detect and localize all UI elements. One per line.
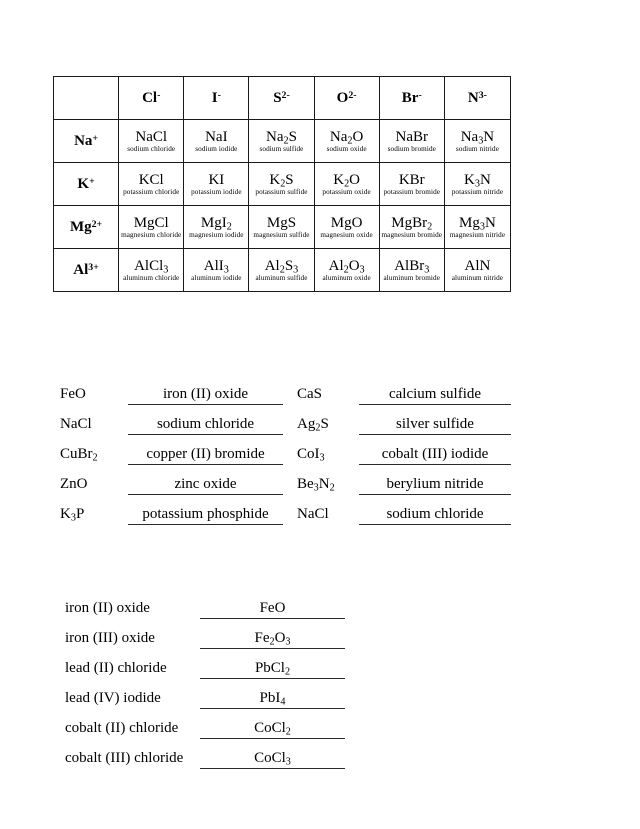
- ion-table-row: [54, 120, 511, 163]
- anion-header-cl: Cl-: [119, 77, 184, 120]
- compound-cell: [184, 206, 249, 249]
- given-formula: CaS: [297, 386, 323, 402]
- compound-name: aluminum bromide: [383, 274, 441, 283]
- anion-header-br: Br-: [379, 77, 444, 120]
- compound-formula: $K_2O$: [333, 171, 361, 190]
- compound-cell: [314, 249, 379, 292]
- compound-formula: MgCl: [133, 214, 169, 231]
- compound-formula: $Na_3N$: [460, 128, 495, 147]
- compound-name: aluminum iodide: [191, 274, 242, 283]
- naming-exercise-row: [297, 386, 511, 416]
- formula-exercise-row: [65, 660, 365, 690]
- compound-formula: NaCl: [135, 128, 168, 145]
- name-answer-blank[interactable]: copper (II) bromide: [128, 446, 283, 465]
- anion-header-o: $O^{2-}$: [314, 77, 379, 120]
- ion-table-row: [54, 249, 511, 292]
- compound-cell: [119, 206, 184, 249]
- compound-cell: [119, 120, 184, 163]
- formula-answer-blank[interactable]: FeO: [200, 600, 345, 619]
- compound-cell: [314, 163, 379, 206]
- given-formula: NaCl: [297, 506, 329, 522]
- naming-exercise-right-column: [297, 386, 511, 536]
- formula-answer-blank[interactable]: CoCl$_3$: [200, 750, 345, 769]
- compound-formula: $Mg_3N$: [459, 214, 496, 233]
- compound-cell: [249, 206, 314, 249]
- formula-writing-section: [65, 600, 365, 780]
- given-formula: NaCl: [60, 416, 92, 432]
- given-formula: $Ag_2S$: [297, 416, 329, 434]
- compound-formula: AlN: [464, 257, 491, 274]
- compound-name: potassium nitride: [451, 188, 504, 197]
- given-formula: CuBr$_2$: [60, 446, 98, 464]
- compound-formula: $Na_2S$: [266, 128, 297, 147]
- formula-exercise-row: [65, 630, 365, 660]
- naming-exercise-left-column: [60, 386, 283, 536]
- ion-table-row: [54, 163, 511, 206]
- naming-exercise-row: [297, 446, 511, 476]
- compound-formula: KCl: [138, 171, 164, 188]
- compound-cell: [119, 249, 184, 292]
- naming-exercise-row: [297, 416, 511, 446]
- compound-cell: [249, 120, 314, 163]
- compound-name: sodium sulfide: [259, 145, 304, 154]
- given-formula: ZnO: [60, 476, 88, 492]
- compound-name: potassium oxide: [322, 188, 371, 197]
- compound-cell: [184, 249, 249, 292]
- given-formula: FeO: [60, 386, 86, 402]
- compound-name: magnesium oxide: [320, 231, 373, 240]
- name-answer-blank[interactable]: calcium sulfide: [359, 386, 511, 405]
- compound-name: aluminum sulfide: [255, 274, 308, 283]
- naming-exercise-row: [297, 476, 511, 506]
- given-compound-name: cobalt (III) chloride: [65, 750, 184, 766]
- compound-name: sodium chloride: [127, 145, 176, 154]
- compound-formula: KI: [208, 171, 225, 188]
- compound-cell: [444, 120, 510, 163]
- compound-formula: KBr: [398, 171, 425, 188]
- given-compound-name: cobalt (II) chloride: [65, 720, 179, 736]
- compound-name: aluminum nitride: [451, 274, 504, 283]
- compound-name: magnesium sulfide: [253, 231, 310, 240]
- given-formula: $Be_3N_2$: [297, 476, 335, 494]
- compound-cell: [444, 163, 510, 206]
- compound-name: aluminum oxide: [322, 274, 371, 283]
- naming-exercise-row: [60, 476, 283, 506]
- compound-name: potassium sulfide: [255, 188, 308, 197]
- compound-formula: $Na_2O$: [329, 128, 364, 147]
- compound-formula: $Al_2O_3$: [328, 257, 365, 276]
- compound-formula: $K_3N$: [464, 171, 491, 190]
- formula-answer-blank[interactable]: CoCl$_2$: [200, 720, 345, 739]
- compound-formula: NaI: [205, 128, 228, 145]
- compound-formula: $Al_2S_3$: [264, 257, 299, 276]
- naming-exercise-row: [60, 506, 283, 536]
- given-compound-name: lead (II) chloride: [65, 660, 167, 676]
- compound-cell: [249, 249, 314, 292]
- given-formula: CoI$_3$: [297, 446, 325, 464]
- compound-name: magnesium chloride: [121, 231, 182, 240]
- compound-formula: MgS: [266, 214, 297, 231]
- compound-formula: AlBr$_3$: [394, 257, 430, 276]
- compound-formula: AlI$_3$: [203, 257, 229, 276]
- cation-header-mg: $Mg^{2+}$: [54, 206, 119, 249]
- compound-name: magnesium iodide: [189, 231, 244, 240]
- ionic-compound-table-container: [53, 76, 511, 292]
- name-answer-blank[interactable]: zinc oxide: [128, 476, 283, 495]
- cation-header-al: $Al^{3+}$: [54, 249, 119, 292]
- name-answer-blank[interactable]: iron (II) oxide: [128, 386, 283, 405]
- name-answer-blank[interactable]: potassium phosphide: [128, 506, 283, 525]
- given-compound-name: iron (III) oxide: [65, 630, 155, 646]
- ion-table-header-row: [54, 77, 511, 120]
- compound-cell: [184, 120, 249, 163]
- compound-name: magnesium nitride: [449, 231, 506, 240]
- formula-answer-blank[interactable]: PbI$_4$: [200, 690, 345, 709]
- naming-exercise-row: [60, 386, 283, 416]
- formula-exercise-row: [65, 750, 365, 780]
- compound-name: sodium bromide: [387, 145, 436, 154]
- anion-header-n: $N^{3-}$: [444, 77, 510, 120]
- compound-formula: MgBr$_2$: [391, 214, 433, 233]
- name-answer-blank[interactable]: berylium nitride: [359, 476, 511, 495]
- name-answer-blank[interactable]: sodium chloride: [359, 506, 511, 525]
- anion-header-i: I-: [184, 77, 249, 120]
- compound-name: sodium nitride: [455, 145, 499, 154]
- naming-exercise-row: [60, 416, 283, 446]
- compound-cell: [379, 120, 444, 163]
- compound-name: potassium iodide: [191, 188, 242, 197]
- formula-exercise-row: [65, 720, 365, 750]
- cation-header-k: K+: [54, 163, 119, 206]
- compound-formula: MgI$_2$: [200, 214, 232, 233]
- name-answer-blank[interactable]: cobalt (III) iodide: [359, 446, 511, 465]
- compound-name: magnesium bromide: [381, 231, 443, 240]
- formula-answer-blank[interactable]: $Fe_2O_3$: [200, 630, 345, 649]
- compound-formula: NaBr: [395, 128, 429, 145]
- anion-header-s: $S^{2-}$: [249, 77, 314, 120]
- compound-cell: [119, 163, 184, 206]
- given-formula: $K_3P$: [60, 506, 85, 524]
- formula-exercise-row: [65, 690, 365, 720]
- compound-formula: $K_2S$: [269, 171, 294, 190]
- compound-cell: [314, 120, 379, 163]
- name-answer-blank[interactable]: silver sulfide: [359, 416, 511, 435]
- formula-exercise-row: [65, 600, 365, 630]
- compound-name: potassium chloride: [123, 188, 180, 197]
- compound-name: sodium iodide: [195, 145, 238, 154]
- compound-cell: [444, 249, 510, 292]
- compound-cell: [379, 206, 444, 249]
- given-compound-name: lead (IV) iodide: [65, 690, 161, 706]
- compound-cell: [379, 163, 444, 206]
- ion-table-corner-cell: [54, 77, 119, 120]
- naming-exercise-row: [60, 446, 283, 476]
- compound-formula: MgO: [330, 214, 363, 231]
- cation-header-na: Na+: [54, 120, 119, 163]
- compound-name: potassium bromide: [383, 188, 441, 197]
- naming-exercise-row: [297, 506, 511, 536]
- compound-cell: [379, 249, 444, 292]
- ionic-compound-table: [53, 76, 511, 292]
- compound-name: sodium oxide: [326, 145, 367, 154]
- formula-answer-blank[interactable]: PbCl$_2$: [200, 660, 345, 679]
- compound-formula: AlCl$_3$: [134, 257, 169, 276]
- compound-cell: [444, 206, 510, 249]
- compound-cell: [249, 163, 314, 206]
- compound-name: aluminum chloride: [123, 274, 180, 283]
- ion-table-row: [54, 206, 511, 249]
- name-answer-blank[interactable]: sodium chloride: [128, 416, 283, 435]
- compound-cell: [314, 206, 379, 249]
- given-compound-name: iron (II) oxide: [65, 600, 150, 616]
- compound-cell: [184, 163, 249, 206]
